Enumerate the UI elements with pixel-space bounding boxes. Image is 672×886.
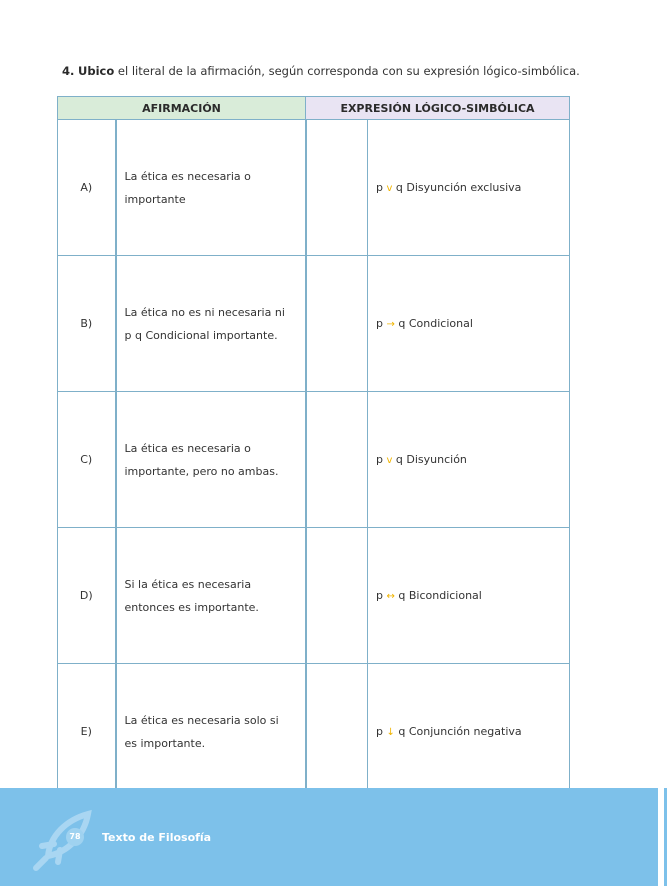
- answer-cell[interactable]: [306, 664, 368, 800]
- expr-p: p: [376, 453, 383, 466]
- row-statement: La ética es necesaria solo si es importante.: [116, 664, 306, 800]
- row-letter: D): [58, 528, 116, 664]
- answer-cell[interactable]: [306, 528, 368, 664]
- table-row: [58, 256, 570, 392]
- instruction-rest: el literal de la afirmación, según corresponda con su expresión lógico-simbólica.: [114, 64, 580, 78]
- expr-symbol: ↓: [386, 727, 395, 738]
- instruction-number: 4.: [62, 64, 75, 78]
- row-letter: B): [58, 256, 116, 392]
- header-afirmacion: AFIRMACIÓN: [58, 97, 306, 120]
- expr-p: p: [376, 589, 383, 602]
- answer-cell[interactable]: [306, 256, 368, 392]
- row-letter: C): [58, 392, 116, 528]
- row-expression: [368, 256, 570, 392]
- expr-p: p: [376, 317, 383, 330]
- page-footer: [0, 788, 672, 886]
- row-statement: Si la ética es necesaria entonces es importante.: [116, 528, 306, 664]
- rocket-icon: [28, 806, 98, 876]
- footer-edge-line: [664, 788, 667, 886]
- row-expression: [368, 392, 570, 528]
- row-expression: [368, 120, 570, 256]
- instruction-verb: Ubico: [78, 64, 115, 78]
- answer-cell[interactable]: [306, 392, 368, 528]
- expr-symbol: →: [386, 319, 395, 330]
- expr-rest: q Disyunción exclusiva: [395, 181, 522, 194]
- row-expression: [368, 528, 570, 664]
- expr-symbol: ↔: [386, 591, 395, 602]
- row-letter: A): [58, 120, 116, 256]
- expr-p: p: [376, 725, 383, 738]
- table-row: [58, 392, 570, 528]
- instruction-text: [62, 64, 580, 78]
- expr-rest: q Condicional: [398, 317, 473, 330]
- row-statement: La ética es necesaria o importante: [116, 120, 306, 256]
- row-letter: E): [58, 664, 116, 800]
- row-statement: La ética no es ni necesaria ni p q Condicional importante.: [116, 256, 306, 392]
- expr-rest: q Disyunción: [395, 453, 467, 466]
- expr-p: p: [376, 181, 383, 194]
- table-row: [58, 664, 570, 800]
- page-number: 78: [66, 828, 84, 846]
- expr-rest: q Conjunción negativa: [398, 725, 522, 738]
- row-statement: La ética es necesaria o importante, pero no ambas.: [116, 392, 306, 528]
- answer-cell[interactable]: [306, 120, 368, 256]
- table-row: [58, 528, 570, 664]
- matching-table: [57, 96, 570, 800]
- expr-symbol: v: [386, 455, 393, 466]
- header-expresion: EXPRESIÓN LÓGICO-SIMBÓLICA: [306, 97, 570, 120]
- table-row: [58, 120, 570, 256]
- row-expression: [368, 664, 570, 800]
- book-title: Texto de Filosofía: [102, 831, 212, 844]
- expr-symbol: v: [386, 183, 393, 194]
- expr-rest: q Bicondicional: [398, 589, 482, 602]
